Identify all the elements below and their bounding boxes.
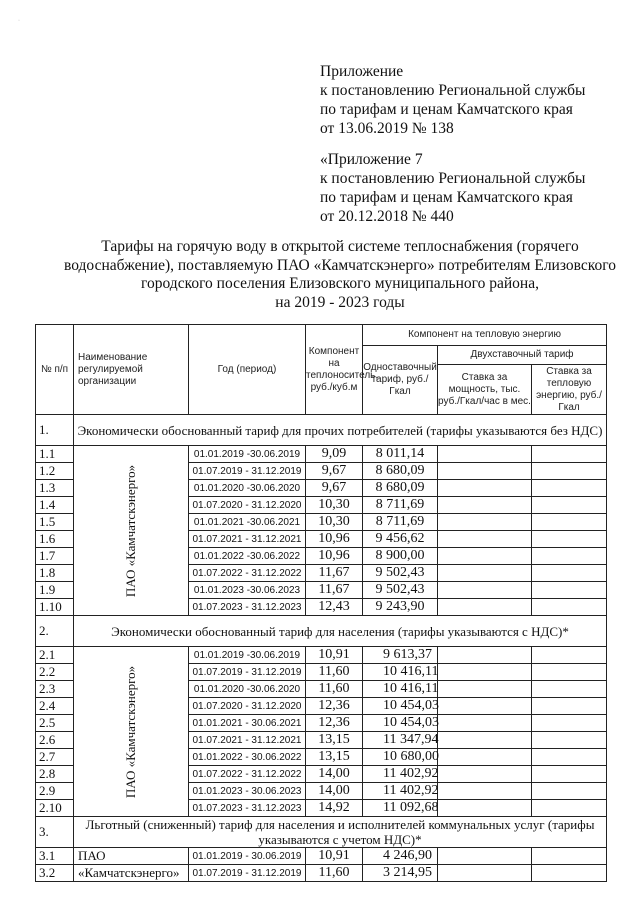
period: 01.01.2022 -30.06.2022 [189, 548, 306, 565]
period: 01.07.2019 - 31.12.2019 [189, 664, 306, 681]
one-part-value: 3 214,95 [363, 865, 438, 882]
carrier-value: 11,60 [306, 664, 363, 681]
energy-rate-value [532, 647, 607, 664]
header-heat-energy: Компонент на тепловую энергию [363, 325, 607, 346]
header-line: по тарифам и ценам Камчатского края [320, 101, 573, 118]
power-rate-value [438, 715, 532, 732]
organization-cell [74, 647, 189, 817]
period: 01.01.2019 -30.06.2019 [189, 446, 306, 463]
tariff-table [35, 324, 607, 882]
carrier-value: 14,00 [306, 766, 363, 783]
one-part-value: 9 613,37 [363, 647, 438, 664]
row-num: 2.8 [36, 766, 74, 783]
appendix-header [320, 62, 585, 138]
energy-rate-value [532, 783, 607, 800]
period: 01.07.2020 - 31.12.2020 [189, 497, 306, 514]
one-part-value: 8 680,09 [363, 463, 438, 480]
carrier-value: 10,30 [306, 497, 363, 514]
period: 01.07.2023 - 31.12.2023 [189, 599, 306, 616]
carrier-value: 9,67 [306, 463, 363, 480]
carrier-value: 9,67 [306, 480, 363, 497]
row-num: 1.4 [36, 497, 74, 514]
organization-name: ПАО [74, 848, 189, 865]
title-line: городского поселения Елизовского муниципального района, [141, 275, 539, 292]
row-num: 1.10 [36, 599, 74, 616]
period: 01.07.2023 - 31.12.2023 [189, 800, 306, 817]
row-num: 1.8 [36, 565, 74, 582]
row-num: 1.3 [36, 480, 74, 497]
one-part-value: 11 092,68 [363, 800, 438, 817]
section-num: 2. [36, 616, 74, 647]
one-part-value: 11 402,92 [363, 783, 438, 800]
power-rate-value [438, 497, 532, 514]
power-rate-value [438, 599, 532, 616]
period: 01.07.2022 - 31.12.2022 [189, 766, 306, 783]
power-rate-value [438, 865, 532, 882]
energy-rate-value [532, 565, 607, 582]
header-line: по тарифам и ценам Камчатского края [320, 189, 573, 206]
one-part-value: 10 680,00 [363, 749, 438, 766]
organization-cell [74, 446, 189, 616]
carrier-value: 13,15 [306, 732, 363, 749]
energy-rate-value [532, 446, 607, 463]
row-num: 1.1 [36, 446, 74, 463]
title-line: Тарифы на горячую воду в открытой системе теплоснабжения (горячего [101, 238, 579, 255]
period: 01.01.2021 -30.06.2021 [189, 514, 306, 531]
organization-name: «Камчатскэнерго» [74, 865, 189, 882]
organization-name: ПАО «Камчатскэнерго» [123, 464, 138, 597]
period: 01.07.2019 - 31.12.2019 [189, 463, 306, 480]
title-line: водоснабжение), поставляемую ПАО «Камчатскэнерго» потребителям Елизовского [64, 256, 616, 274]
header-num: № п/п [36, 325, 74, 415]
one-part-value: 9 243,90 [363, 599, 438, 616]
period: 01.07.2019 - 31.12.2019 [189, 865, 306, 882]
energy-rate-value [532, 582, 607, 599]
one-part-value: 4 246,90 [363, 848, 438, 865]
energy-rate-value [532, 698, 607, 715]
one-part-value: 10 416,11 [363, 664, 438, 681]
one-part-value: 10 454,03 [363, 698, 438, 715]
power-rate-value [438, 681, 532, 698]
one-part-value: 10 454,03 [363, 715, 438, 732]
one-part-value: 9 456,62 [363, 531, 438, 548]
one-part-value: 11 347,94 [363, 732, 438, 749]
energy-rate-value [532, 865, 607, 882]
energy-rate-value [532, 531, 607, 548]
period: 01.01.2019 - 30.06.2019 [189, 848, 306, 865]
energy-rate-value [532, 766, 607, 783]
row-num: 2.6 [36, 732, 74, 749]
row-num: 2.4 [36, 698, 74, 715]
one-part-value: 9 502,43 [363, 582, 438, 599]
period: 01.07.2021 - 31.12.2021 [189, 531, 306, 548]
carrier-value: 11,67 [306, 565, 363, 582]
row-num: 2.5 [36, 715, 74, 732]
row-num: 2.7 [36, 749, 74, 766]
header-line: к постановлению Региональной службы [320, 170, 586, 187]
one-part-value: 8 711,69 [363, 514, 438, 531]
one-part-value: 10 416,11 [363, 681, 438, 698]
power-rate-value [438, 531, 532, 548]
carrier-value: 12,36 [306, 698, 363, 715]
section-title: Льготный (сниженный) тариф для населения и исполнителей коммунальных услуг (тарифы указываются с учетом НДС)* [74, 817, 607, 848]
header-one-part-tariff: Одноставочный тариф, руб./Гкал [363, 346, 438, 415]
energy-rate-value [532, 732, 607, 749]
energy-rate-value [532, 848, 607, 865]
section-num: 1. [36, 415, 74, 446]
carrier-value: 11,60 [306, 681, 363, 698]
header-heat-carrier: Компонент на теплоноситель, руб./куб.м [306, 325, 363, 415]
header-line: от 20.12.2018 № 440 [320, 208, 454, 225]
period: 01.07.2022 - 31.12.2022 [189, 565, 306, 582]
row-num: 1.9 [36, 582, 74, 599]
carrier-value: 12,36 [306, 715, 363, 732]
carrier-value: 10,91 [306, 848, 363, 865]
energy-rate-value [532, 664, 607, 681]
row-num: 1.6 [36, 531, 74, 548]
carrier-value: 13,15 [306, 749, 363, 766]
carrier-value: 14,00 [306, 783, 363, 800]
power-rate-value [438, 514, 532, 531]
power-rate-value [438, 732, 532, 749]
power-rate-value [438, 800, 532, 817]
energy-rate-value [532, 681, 607, 698]
period: 01.01.2021 - 30.06.2021 [189, 715, 306, 732]
row-num: 2.2 [36, 664, 74, 681]
header-line: Приложение [320, 63, 404, 80]
one-part-value: 11 402,92 [363, 766, 438, 783]
energy-rate-value [532, 800, 607, 817]
header-power-rate: Ставка за мощность, тыс. руб./Гкал/час в мес. [438, 365, 532, 415]
row-num: 2.1 [36, 647, 74, 664]
power-rate-value [438, 664, 532, 681]
header-two-part-tariff: Двухставочный тариф [438, 346, 607, 365]
carrier-value: 12,43 [306, 599, 363, 616]
energy-rate-value [532, 548, 607, 565]
power-rate-value [438, 698, 532, 715]
carrier-value: 10,30 [306, 514, 363, 531]
row-num: 1.5 [36, 514, 74, 531]
energy-rate-value [532, 497, 607, 514]
energy-rate-value [532, 480, 607, 497]
original-appendix-header [320, 150, 585, 226]
section-title: Экономически обоснованный тариф для прочих потребителей (тарифы указываются без НДС) [74, 415, 607, 446]
header-line: к постановлению Региональной службы [320, 82, 586, 99]
power-rate-value [438, 783, 532, 800]
header-line: «Приложение 7 [320, 151, 423, 168]
row-num: 2.10 [36, 800, 74, 817]
power-rate-value [438, 565, 532, 582]
period: 01.01.2020 -30.06.2020 [189, 681, 306, 698]
one-part-value: 9 502,43 [363, 565, 438, 582]
period: 01.01.2019 -30.06.2019 [189, 647, 306, 664]
section-title: Экономически обоснованный тариф для населения (тарифы указываются с НДС)* [74, 616, 607, 647]
row-num: 3.2 [36, 865, 74, 882]
carrier-value: 11,60 [306, 865, 363, 882]
power-rate-value [438, 749, 532, 766]
header-year: Год (период) [189, 325, 306, 415]
title-line: на 2019 - 2023 годы [275, 293, 405, 311]
power-rate-value [438, 582, 532, 599]
power-rate-value [438, 848, 532, 865]
row-num: 1.7 [36, 548, 74, 565]
energy-rate-value [532, 599, 607, 616]
row-num: 2.3 [36, 681, 74, 698]
energy-rate-value [532, 749, 607, 766]
carrier-value: 10,96 [306, 548, 363, 565]
period: 01.07.2021 - 31.12.2021 [189, 732, 306, 749]
power-rate-value [438, 463, 532, 480]
power-rate-value [438, 647, 532, 664]
period: 01.01.2023 -30.06.2023 [189, 582, 306, 599]
energy-rate-value [532, 514, 607, 531]
period: 01.07.2020 - 31.12.2020 [189, 698, 306, 715]
header-energy-rate: Ставка за тепловую энергию, руб./Гкал [532, 365, 607, 415]
carrier-value: 9,09 [306, 446, 363, 463]
period: 01.01.2020 -30.06.2020 [189, 480, 306, 497]
carrier-value: 14,92 [306, 800, 363, 817]
one-part-value: 8 900,00 [363, 548, 438, 565]
energy-rate-value [532, 715, 607, 732]
energy-rate-value [532, 463, 607, 480]
one-part-value: 8 011,14 [363, 446, 438, 463]
power-rate-value [438, 446, 532, 463]
scan-speck: · [18, 18, 20, 24]
period: 01.01.2023 - 30.06.2023 [189, 783, 306, 800]
carrier-value: 10,96 [306, 531, 363, 548]
carrier-value: 10,91 [306, 647, 363, 664]
row-num: 1.2 [36, 463, 74, 480]
document-title [40, 238, 640, 312]
row-num: 3.1 [36, 848, 74, 865]
power-rate-value [438, 480, 532, 497]
one-part-value: 8 680,09 [363, 480, 438, 497]
power-rate-value [438, 548, 532, 565]
section-num: 3. [36, 817, 74, 848]
header-line: от 13.06.2019 № 138 [320, 120, 454, 137]
period: 01.01.2022 - 30.06.2022 [189, 749, 306, 766]
one-part-value: 8 711,69 [363, 497, 438, 514]
carrier-value: 11,67 [306, 582, 363, 599]
row-num: 2.9 [36, 783, 74, 800]
power-rate-value [438, 766, 532, 783]
header-org: Наименование регулируемой организации [74, 325, 189, 415]
organization-name: ПАО «Камчатскэнерго» [123, 665, 138, 798]
